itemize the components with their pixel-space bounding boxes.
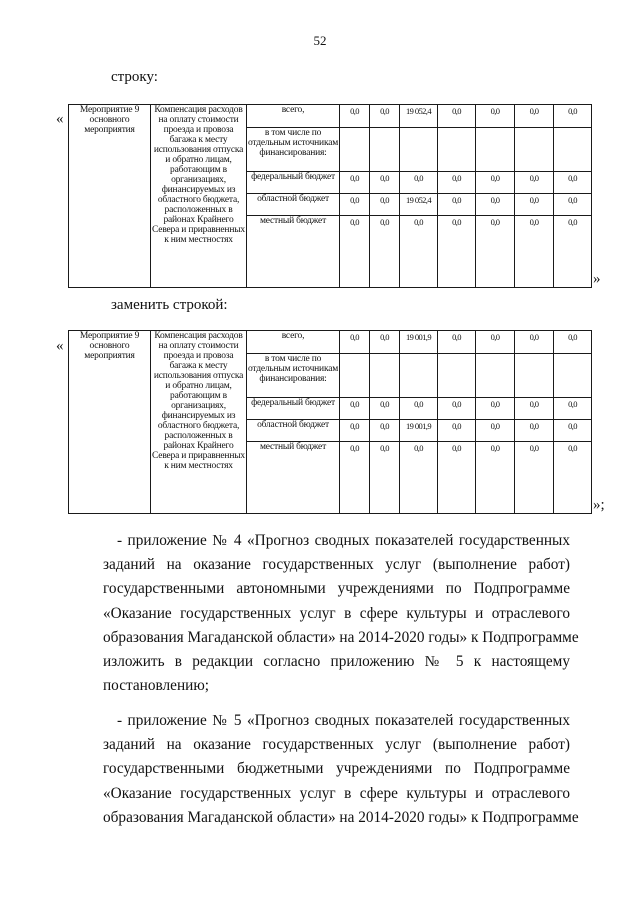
value-cell: 0,0: [400, 216, 438, 288]
value-cell: 0,0: [400, 398, 438, 420]
paragraph-line: изложить в редакции согласно приложению № 5 к настоящему: [103, 653, 570, 671]
value-cell: [370, 354, 400, 398]
paragraph-line: государственными автономными учреждениями по Подпрограмме: [103, 580, 570, 598]
quote-open-old: «: [56, 111, 64, 127]
source-label-cell: местный бюджет: [247, 216, 340, 288]
paragraph-line: «Оказание государственных услуг в сфере культуры и отраслевого: [103, 604, 570, 622]
value-cell: 0,0: [370, 216, 400, 288]
value-cell: 0,0: [370, 420, 400, 442]
old-budget-table: [68, 104, 592, 288]
value-cell: 0,0: [554, 398, 592, 420]
value-cell: 0,0: [438, 398, 476, 420]
value-cell: 0,0: [476, 194, 515, 216]
before-label: строку:: [111, 69, 158, 85]
value-cell: 0,0: [515, 172, 554, 194]
value-cell: 0,0: [340, 172, 370, 194]
value-cell: 0,0: [370, 172, 400, 194]
source-label-cell: федеральный бюджет: [247, 172, 340, 194]
value-cell: [554, 128, 592, 172]
page-number: 52: [313, 33, 327, 48]
value-cell: 0,0: [515, 331, 554, 354]
value-cell: 0,0: [554, 105, 592, 128]
paragraph-line: государственными бюджетными учреждениями по Подпрограмме: [103, 760, 570, 778]
value-cell: 0,0: [400, 172, 438, 194]
paragraph-line: образования Магаданской области» на 2014-2020 годы» к Подпрограмме: [103, 808, 579, 826]
value-cell: [370, 128, 400, 172]
value-cell: 0,0: [438, 420, 476, 442]
paragraph-line: «Оказание государственных услуг в сфере культуры и отраслевого: [103, 784, 570, 802]
value-cell: [515, 128, 554, 172]
value-cell: 0,0: [370, 194, 400, 216]
value-cell: 19 001,9: [400, 420, 438, 442]
value-cell: [515, 354, 554, 398]
source-label-cell: местный бюджет: [247, 442, 340, 514]
source-label-cell: всего,: [247, 105, 340, 128]
activity-cell: Мероприятие 9 основного мероприятия: [69, 105, 151, 288]
value-cell: [400, 354, 438, 398]
quote-open-new: «: [56, 338, 64, 354]
value-cell: 0,0: [554, 216, 592, 288]
paragraph-line: - приложение № 4 «Прогноз сводных показателей государственных: [117, 532, 570, 549]
source-label-cell: областной бюджет: [247, 194, 340, 216]
quote-close-new: »;: [593, 497, 605, 513]
value-cell: 0,0: [438, 172, 476, 194]
value-cell: 19 052,4: [400, 194, 438, 216]
value-cell: [476, 354, 515, 398]
description-cell: Компенсация расходов на оплату стоимости проезда и провоза багажа к месту использования отпуска и обратно лицам, работающим в организациях, финансируемых из областного бюджета, расположенных в районах Крайнего Севера и приравненных к ним местностях: [151, 331, 247, 514]
value-cell: 0,0: [370, 105, 400, 128]
value-cell: 0,0: [340, 194, 370, 216]
value-cell: 0,0: [370, 331, 400, 354]
value-cell: [476, 128, 515, 172]
source-label-cell: в том числе по отдельным источникам финансирования:: [247, 354, 340, 398]
value-cell: 0,0: [340, 105, 370, 128]
value-cell: 0,0: [340, 398, 370, 420]
value-cell: 0,0: [515, 398, 554, 420]
value-cell: [340, 128, 370, 172]
value-cell: 0,0: [554, 194, 592, 216]
paragraph-line: заданий на оказание государственных услуг (выполнение работ): [103, 556, 570, 574]
value-cell: 0,0: [515, 216, 554, 288]
value-cell: [438, 354, 476, 398]
paragraph-line: - приложение № 5 «Прогноз сводных показателей государственных: [117, 712, 570, 729]
value-cell: 0,0: [340, 420, 370, 442]
value-cell: 0,0: [438, 442, 476, 514]
value-cell: 0,0: [515, 420, 554, 442]
source-label-cell: всего,: [247, 331, 340, 354]
value-cell: 0,0: [340, 216, 370, 288]
value-cell: 0,0: [476, 398, 515, 420]
value-cell: 0,0: [476, 442, 515, 514]
value-cell: 0,0: [438, 216, 476, 288]
table-row: [69, 105, 592, 128]
value-cell: 0,0: [476, 172, 515, 194]
value-cell: 0,0: [340, 442, 370, 514]
activity-cell: Мероприятие 9 основного мероприятия: [69, 331, 151, 514]
new-budget-table: [68, 330, 592, 514]
source-label-cell: федеральный бюджет: [247, 398, 340, 420]
paragraph-appendix-4: [103, 529, 579, 698]
source-label-cell: областной бюджет: [247, 420, 340, 442]
after-label: заменить строкой:: [111, 297, 228, 313]
value-cell: 0,0: [370, 442, 400, 514]
value-cell: 0,0: [515, 442, 554, 514]
value-cell: 0,0: [515, 105, 554, 128]
source-label-cell: в том числе по отдельным источникам финансирования:: [247, 128, 340, 172]
value-cell: [400, 128, 438, 172]
value-cell: 0,0: [554, 442, 592, 514]
paragraph-line: заданий на оказание государственных услуг (выполнение работ): [103, 736, 570, 754]
value-cell: 0,0: [554, 172, 592, 194]
value-cell: 0,0: [438, 105, 476, 128]
value-cell: 0,0: [476, 420, 515, 442]
value-cell: 0,0: [515, 194, 554, 216]
paragraph-line: образования Магаданской области» на 2014-2020 годы» к Подпрограмме: [103, 628, 579, 646]
quote-close-old: »: [593, 271, 601, 287]
value-cell: 0,0: [554, 420, 592, 442]
table-row: [69, 331, 592, 354]
value-cell: 0,0: [476, 105, 515, 128]
value-cell: 0,0: [340, 331, 370, 354]
value-cell: 0,0: [476, 331, 515, 354]
paragraph-appendix-5: [103, 709, 579, 830]
paragraph-line: постановлению;: [103, 677, 209, 695]
value-cell: [438, 128, 476, 172]
value-cell: [554, 354, 592, 398]
value-cell: [340, 354, 370, 398]
description-cell: Компенсация расходов на оплату стоимости проезда и провоза багажа к месту использования отпуска и обратно лицам, работающим в организациях, финансируемых из областного бюджета, расположенных в районах Крайнего Севера и приравненных к ним местностях: [151, 105, 247, 288]
value-cell: 0,0: [370, 398, 400, 420]
value-cell: 0,0: [400, 442, 438, 514]
value-cell: 0,0: [438, 331, 476, 354]
value-cell: 19 052,4: [400, 105, 438, 128]
value-cell: 19 001,9: [400, 331, 438, 354]
value-cell: 0,0: [476, 216, 515, 288]
value-cell: 0,0: [554, 331, 592, 354]
value-cell: 0,0: [438, 194, 476, 216]
